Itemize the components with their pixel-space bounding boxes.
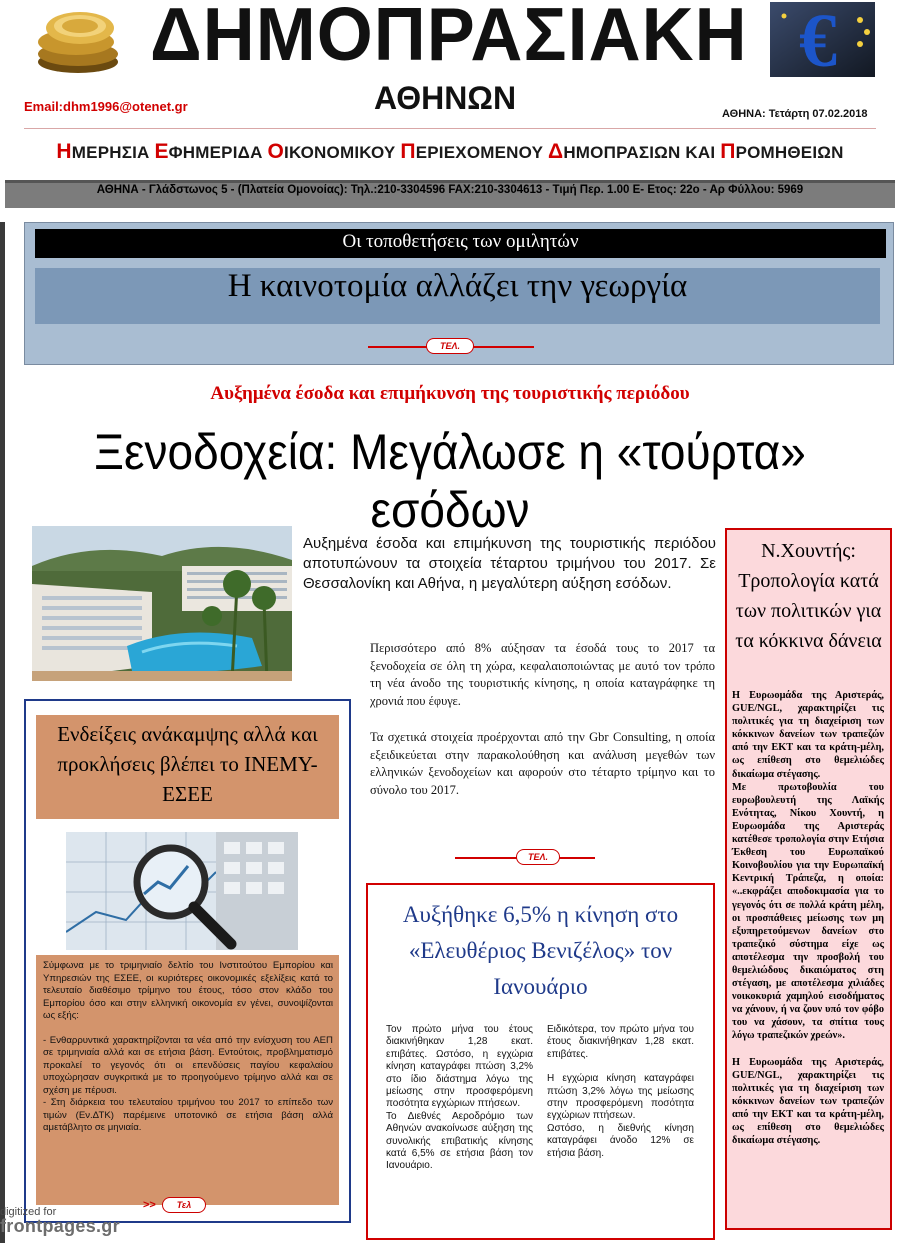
airport-story-col1-paragraph-2: Το Διεθνές Αεροδρόμιο των Αθηνών ανακοίνωσε αύξηση της συνολικής επιβατικής κίνησης κατά 6,5% σε ετήσια βάση τον Ιανουάριο. xyxy=(386,1110,533,1172)
main-story-tel-button[interactable]: ΤΕΛ. xyxy=(516,849,560,865)
side-story-paragraph-3: Η Ευρωομάδα της Αριστεράς, GUE/NGL, χαρακτηρίζει τις πολιτικές για τη διαχείριση των κόκκινων δανείων των τραπεζών από την ΕΚΤ και τα κράτη-μέλη, ως επίθεση στο θεμελιώδες δικαίωμα στέγασης. xyxy=(732,1056,884,1147)
airport-story-column-2 xyxy=(547,1024,694,1160)
airport-story-col2-paragraph-1: Ειδικότερα, τον πρώτο μήνα του έτους διακινήθηκαν 1,28 εκατ. επιβάτες. xyxy=(547,1024,694,1060)
digitized-footer xyxy=(0,1205,120,1236)
tagline-word-4: ΠΕΡΙΕΧΟΜΕΝΟΥ xyxy=(400,140,549,163)
hotel-pool-photo xyxy=(32,526,292,681)
inemy-tel-button[interactable]: Τελ xyxy=(162,1197,206,1213)
airport-story-title[interactable]: Αυξήθηκε 6,5% η κίνηση στο «Ελευθέριος Βενιζέλος» τον Ιανουάριο xyxy=(402,902,679,999)
info-bar-text: ΑΘΗΝΑ - Γλάδστωνος 5 - (Πλατεία Ομονοίας): Τηλ.:210-3304596 FAX:210-3304613 - Τιμή Περ. 1.00 Ε- Ετος: 22ο - Αρ Φύλλου: 5969 xyxy=(96,184,804,196)
top-story-label: Οι τοποθετήσεις των ομιλητών xyxy=(342,231,579,252)
side-story-paragraph-2: Με πρωτοβουλία του ευρωβουλευτή της Λαϊκής Ενότητας, Νίκου Χουντή, η Ευρωομάδα της Αριστεράς κατέθεσε τροπολογία στην Ετήσια Έκθεση του Ευρωπαϊκού Κοινοβουλίου για την Ευρωπαϊκή Κεντρική Τράπεζα, η οποία: «..εκφράζει αποδοκιμασία για το γεγονός ότι σε πολλά κράτη μέλη, οι προσπάθειες μείωσης των μη εξυπηρετούμενων δανείων στο τραπεζικό σύστημα είχε ως αποτέλεσμα την προσβολή του θεμελιώδους δικαιώματος στη στέγαση, με αποτέλεσμα χιλιάδες νοικοκυριά χαμηλού εισοδήματος να χάνουν, ή να ζουν υπό τον φόβο του να χάσουν, τα σπίτια τους λόγω τραπεζικών χρεών». xyxy=(732,781,884,1042)
email-address[interactable]: Email:dhm1996@otenet.gr xyxy=(24,99,188,114)
inemy-continue-arrow: >> xyxy=(143,1199,156,1211)
left-edge-bar xyxy=(0,222,5,1243)
inemy-story-paragraph-3: - Στη διάρκεια του τελευταίου τριμήνου του 2017 το επίπεδο των τιμών (Εν.ΔΤΚ) παρέμεινε υποτονικό σε ετήσια βάση αλλά αμετάβλητο σε μηνιαία. xyxy=(43,1097,333,1133)
inemy-story-body xyxy=(43,960,333,1135)
side-story-paragraph-1: Η Ευρωομάδα της Αριστεράς, GUE/NGL, χαρακτηρίζει τις πολιτικές για τη διαχείριση των κόκκινων δανείων των τραπεζών από την ΕΚΤ και τα κράτη-μέλη, ως επίθεση στο θεμελιώδες δικαίωμα στέγασης. xyxy=(732,690,884,780)
dateline: ΑΘΗΝΑ: Τετάρτη 07.02.2018 xyxy=(722,108,868,120)
airport-story-col1-paragraph-1: Τον πρώτο μήνα του έτους διακινήθηκαν 1,28 εκατ. επιβάτες. Ωστόσο, η εγχώρια κίνηση καταγράφει πτώση 3,2% στο ίδιο διάστημα λόγω της μείωσης στην προσφερόμενη ποσότητα εγχώριων πτήσεων. xyxy=(386,1024,533,1110)
top-story-headline[interactable]: Η καινοτομία αλλάζει την γεωργία xyxy=(227,268,688,304)
euro-sign-image xyxy=(770,2,875,77)
tagline-word-1: ΗΜΕΡΗΣΙΑ xyxy=(56,140,155,163)
tagline-word-2: ΕΦΗΜΕΡΙΔΑ xyxy=(154,140,268,163)
tagline-word-5: ΔΗΜΟΠΡΑΣΙΩΝ ΚΑΙ xyxy=(548,140,721,163)
header-divider xyxy=(24,128,876,129)
tagline-word-3: ΟΙΚΟΝΟΜΙΚΟΥ xyxy=(267,140,401,163)
top-story-tel-button[interactable]: ΤΕΛ. xyxy=(426,338,474,354)
masthead-title: ΔΗΜΟΠΡΑΣΙΑΚΗ xyxy=(150,0,748,78)
main-story-headline[interactable]: Ξενοδοχεία: Μεγάλωσε η «τούρτα» εσόδων xyxy=(94,424,806,538)
inemy-story-title[interactable]: Ενδείξεις ανάκαμψης αλλά και προκλήσεις βλέπει το ΙΝΕΜΥ-ΕΣΕΕ xyxy=(57,722,318,806)
footer-line-1: digitized for xyxy=(0,1206,57,1218)
masthead-subtitle: ΑΘΗΝΩΝ xyxy=(373,80,517,116)
main-story-paragraph-1: Περισσότερο από 8% αύξησαν τα έσοδά τους το 2017 τα ξενοδοχεία σε όλη τη χώρα, κεφαλαιοποιώντας με αυτό τον τρόπο τη νέα άνοδο της τουριστικής κίνησης, η οποία καταγράφηκε τη χρονιά που έφυγε. xyxy=(370,641,715,708)
airport-story-column-1 xyxy=(386,1024,533,1173)
airport-story-col2-paragraph-2: Η εγχώρια κίνηση καταγράφει πτώση 3,2% λόγω της μείωσης στην προσφερόμενη ποσότητα εγχώριων πτήσεων. xyxy=(547,1073,694,1122)
airport-story-col2-paragraph-3: Ωστόσο, η διεθνής κίνηση καταγράφει άνοδο 12% σε ετήσια βάση. xyxy=(547,1122,694,1159)
main-story-lead: Αυξημένα έσοδα και επιμήκυνση της τουριστικής περιόδου αποτυπώνουν τα στοιχεία τέταρτου τριμήνου του 2017. Σε Θεσσαλονίκη και Αθήνα, η μεγαλύτερη αύξηση εσόδων. xyxy=(303,535,716,592)
svg-text:€: € xyxy=(799,2,837,77)
tagline-word-6: ΠΡΟΜΗΘΕΙΩΝ xyxy=(720,140,844,163)
gold-coins-image xyxy=(28,2,123,77)
main-story-paragraph-2: Τα σχετικά στοιχεία προέρχονται από την Gbr Consulting, η οποία εξειδικεύεται στην παρακολούθηση και ανάλυση μεγεθών των ελληνικών ξενοδοχείων και αφορούν στο τέταρτο τρίμηνο και το σύνολο του 2017. xyxy=(370,730,715,797)
footer-site-name[interactable]: frontpages.gr xyxy=(0,1216,120,1236)
inemy-story-paragraph-1: Σύμφωνα με το τριμηνιαίο δελτίο του Ινστιτούτου Εμπορίου και Υπηρεσιών της ΕΣΕΕ, οι κυριότερες οικονομικές εξελίξεις κατά το τελευταίο διαθέσιμο τρίμηνο του έτους, τόσο στον κλάδο του Εμπορίου όσο και στην ελληνική οικονομία εν γένει, συνοψίζονται ως εξής: xyxy=(43,960,333,1021)
inemy-story-paragraph-2: - Ενθαρρυντικά χαρακτηρίζονται τα νέα από την ενίσχυση του ΑΕΠ σε τριμηνιαία αλλά και σε ετήσια βάση. Εντούτοις, προβληματισμό προκαλεί το γεγονός ότι οι επενδύσεις παγίου κεφαλαίου υποχώρησαν συγκριτικά με το προηγούμενο τρίμηνο αλλά και σε σχέση με πέρυσι. xyxy=(43,1034,333,1096)
side-story-body xyxy=(732,689,884,1147)
magnifier-calculator-photo xyxy=(66,832,298,950)
main-story-kicker: Αυξημένα έσοδα και επιμήκυνση της τουριστικής περιόδου xyxy=(210,383,690,404)
side-story-title[interactable]: Ν.Χουντής: Τροπολογία κατά των πολιτικών για τα κόκκινα δάνεια xyxy=(735,540,882,652)
tagline xyxy=(0,140,900,164)
